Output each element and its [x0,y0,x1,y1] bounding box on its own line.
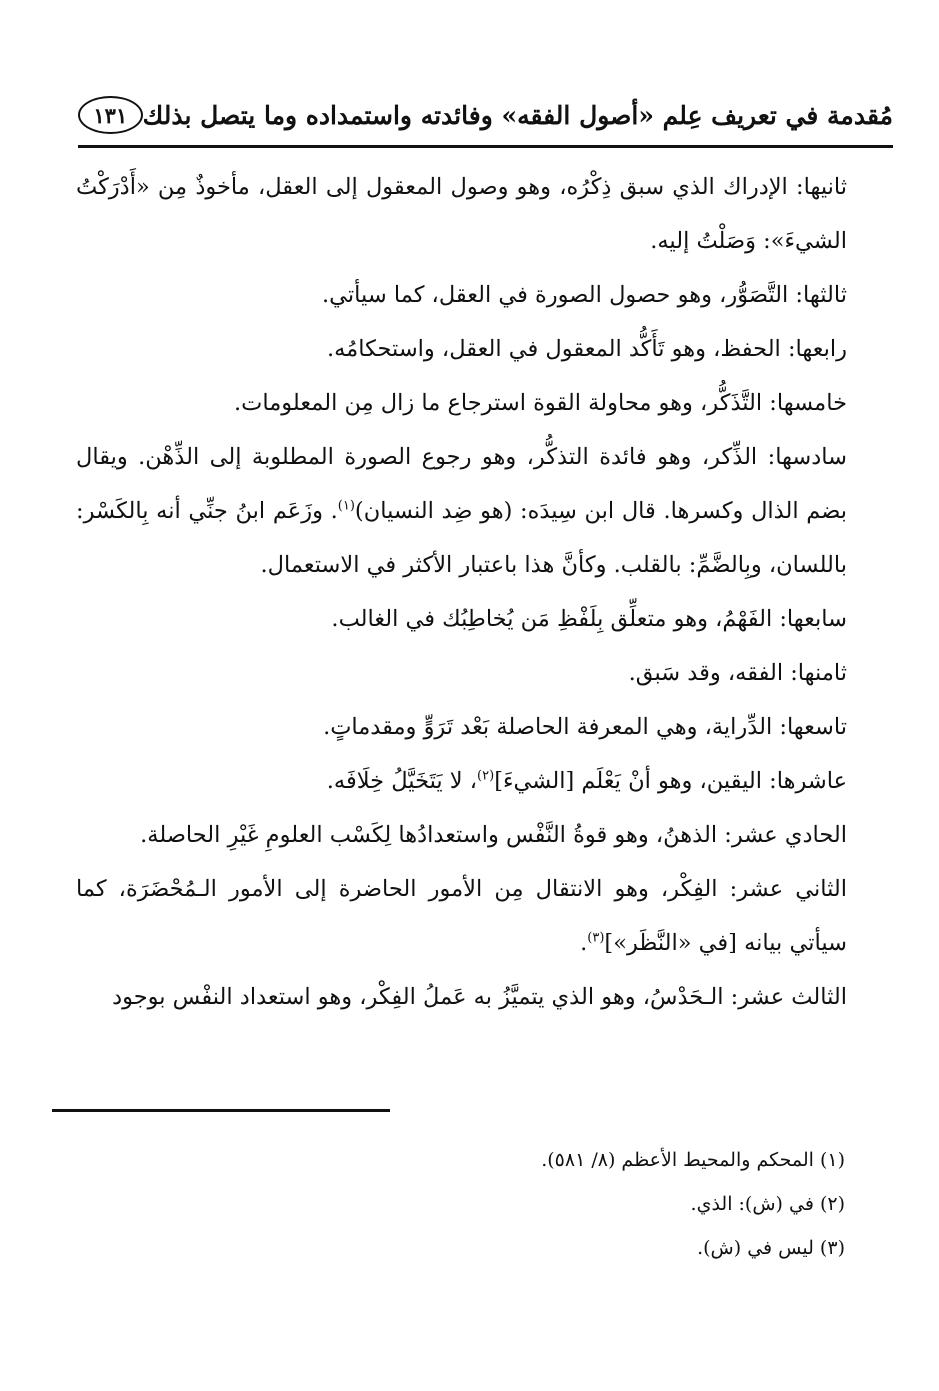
paragraph-text: سابعها: الفَهْمُ، وهو متعلِّق بِلَفْظِ مَن يُخاطِبُك في الغالب. [331,606,847,632]
paragraph-thirteenth [76,970,891,1024]
paragraph-text: ثامنها: الفقه، وقد سَبق. [628,660,847,686]
footnote-ref-3: (٣) [587,930,605,946]
paragraph-text: سادسها: الذِّكر، وهو فائدة التذكُّر، وهو رجوع الصورة المطلوبة إلى الذِّهْن. ويقال بضم الذال وكسرها. قال ابن سِيدَه: (هو ضِد النسيان) [76,444,848,524]
main-text [76,160,891,1024]
paragraph-eleventh [76,808,891,862]
paragraph-fifth [76,376,891,430]
paragraph-text-tail: . وزَعَم ابنُ جنِّي أنه بِالكَسْر: باللسان، وبِالضَّمِّ: بالقلب. وكأنَّ هذا باعتبار الأكثر في الاستعمال. [76,498,847,578]
footnotes [76,1138,891,1270]
paragraph-sixth [76,430,891,592]
paragraph-text-tail: ، لا يَتَخَيَّلُ خِلَافَه. [326,768,478,794]
paragraph-text: خامسها: التَّذَكُّر، وهو محاولة القوة استرجاع ما زال مِن المعلومات. [234,390,847,416]
footnote-1: (١) المحكم والمحيط الأعظم (٨/ ٥٨١). [541,1149,845,1171]
footnote-ref-1: (١) [337,498,355,514]
paragraph-twelfth [76,862,891,970]
footnote-ref-2: (٢) [477,768,495,784]
paragraph-eighth [76,646,891,700]
page-number-badge: ١٣١ [78,96,143,134]
header-rule [78,145,893,148]
paragraph-text: ثالثها: التَّصَوُّر، وهو حصول الصورة في العقل، كما سيأتي. [322,282,847,308]
footnote-rule [52,1109,390,1112]
paragraph-text: رابعها: الحفظ، وهو تَأَكُّد المعقول في العقل، واستحكامُه. [326,336,847,362]
paragraph-fourth [76,322,891,376]
paragraph-third [76,268,891,322]
paragraph-ninth [76,700,891,754]
running-header [78,90,893,140]
footnote-3: (٣) ليس في (ش). [697,1237,845,1259]
paragraph-second [76,160,891,268]
paragraph-tenth [76,754,891,808]
paragraph-text: الحادي عشر: الذهنُ، وهو قوةُ النَّفْس واستعدادُها لِكَسْب العلومِ غَيْرِ الحاصلة. [140,822,847,848]
paragraph-text: ثانيها: الإدراك الذي سبق ذِكْرُه، وهو وصول المعقول إلى العقل، مأخوذٌ مِن «أَدْرَكْتُ الشيءَ»: وَصَلْتُ إليه. [76,174,847,254]
paragraph-seventh [76,592,891,646]
paragraph-text: الثالث عشر: الـحَدْسُ، وهو الذي يتميَّزُ به عَملُ الفِكْر، وهو استعداد النفْس بوجود [112,984,847,1010]
footnote-2: (٢) في (ش): الذي. [690,1193,845,1215]
paragraph-text: عاشرها: اليقين، وهو أنْ يَعْلَم [الشيءَ] [494,768,847,794]
header-title: مُقدمة في تعريف عِلم «أصول الفقه» وفائدته واستمداده وما يتصل بذلك [142,100,893,130]
paragraph-text: الثاني عشر: الفِكْر، وهو الانتقال مِن الأمور الحاضرة إلى الأمور الـمُحْضَرَة، كما سيأتي بيانه [في «النَّظَر»] [76,876,847,956]
paragraph-text: تاسعها: الدِّراية، وهي المعرفة الحاصلة بَعْد تَرَوٍّ ومقدماتٍ. [323,714,847,740]
paragraph-text-tail: . [580,930,588,956]
